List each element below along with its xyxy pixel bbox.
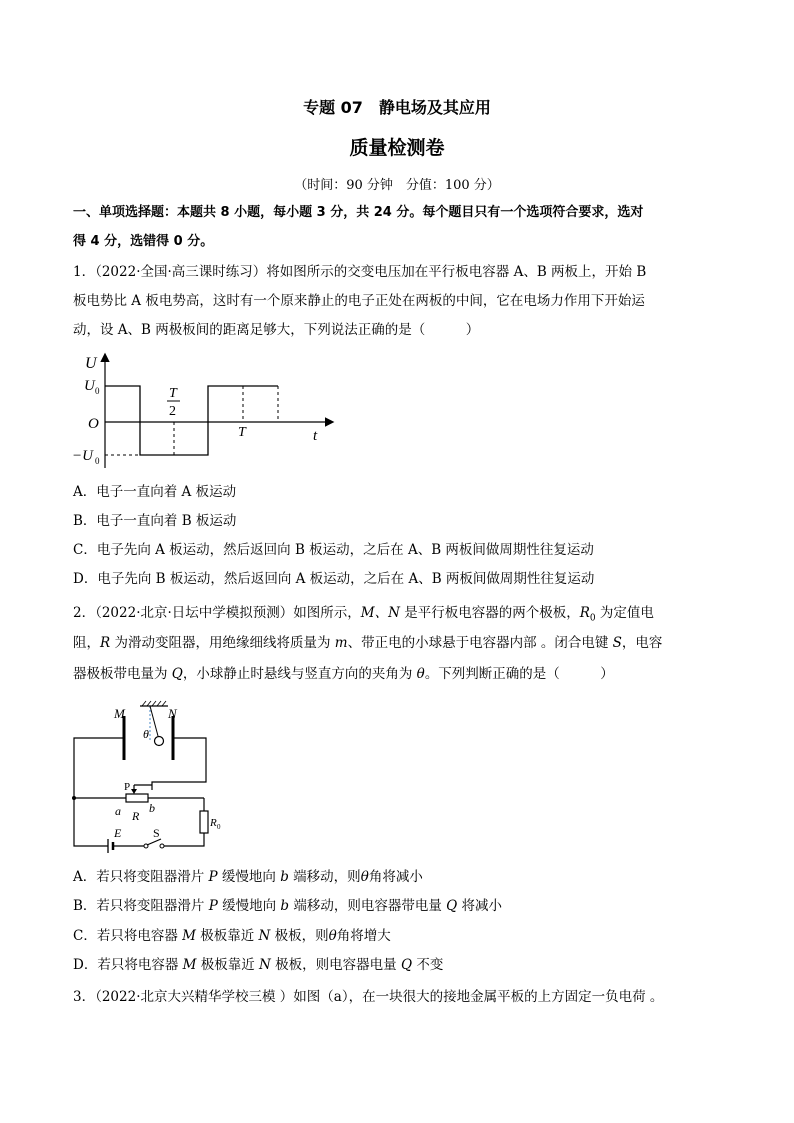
- label-b: b: [149, 801, 155, 815]
- label-p: P: [124, 781, 131, 793]
- q2-option-a[interactable]: A．若只将变阻器滑片 P 缓慢地向 b 端移动，则θ角将减小: [73, 869, 423, 885]
- slider-tip: [131, 789, 137, 794]
- square-wave: [105, 386, 278, 455]
- q2-option-b[interactable]: B．若只将变阻器滑片 P 缓慢地向 b 端移动，则电容器带电量 Q 将减小: [73, 898, 503, 914]
- label-r0: R: [210, 817, 217, 829]
- q3-stem-line1: 3．（2022·北京大兴精华学校三模 ）如图（a），在一块很大的接地金属平板的上方固定一负电荷 。: [73, 989, 664, 1005]
- q2-stem-line3: 器极板带电量为 Q，小球静止时悬线与竖直方向的夹角为 θ。下列判断正确的是（ ）: [73, 666, 614, 682]
- label-neg-u0: −U: [72, 448, 93, 464]
- q2-stem-line2: 阻，R 为滑动变阻器，用绝缘细线将质量为 m、带正电的小球悬于电容器内部 。闭合电键 S，电容: [73, 635, 663, 651]
- wire-bottom-right: [162, 833, 204, 846]
- paper-subtitle: 质量检测卷: [349, 137, 445, 159]
- half-period-denominator: 2: [169, 404, 176, 419]
- label-u0-sub: 0: [95, 386, 100, 396]
- ceiling-hatch: [142, 701, 166, 706]
- label-n: N: [168, 706, 177, 721]
- q1-stem-line1: 1．（2022·全国·高三课时练习）将如图所示的交变电压加在平行板电容器 A、B 两板上，开始 B: [73, 264, 647, 280]
- rheostat: [126, 794, 148, 802]
- section-heading: 一、单项选择题：本题共 8 小题，每小题 3 分，共 24 分。每个题目只有一个选项符合要求，选对: [73, 205, 644, 220]
- axis-label-t: t: [313, 428, 318, 444]
- switch-contact: [160, 844, 164, 848]
- q1-option-b[interactable]: B．电子一直向着 B 板运动: [73, 513, 237, 529]
- q2-stem-line1: 2．（2022·北京·日坛中学模拟预测）如图所示，M、N 是平行板电容器的两个极板，$R_0$ 为定值电: [73, 605, 654, 624]
- label-s: S: [153, 826, 160, 840]
- junction-dot: [72, 796, 76, 800]
- period-label: T: [238, 425, 246, 440]
- label-r0-sub: 0: [217, 823, 221, 831]
- q2-circuit-diagram: [68, 698, 228, 858]
- q1-option-d[interactable]: D．电子先向 B 板运动，然后返回向 A 板运动，之后在 A、B 两板间做周期性往复运动: [73, 571, 595, 587]
- q1-stem-line2: 板电势比 A 板电势高，这时有一个原来静止的电子正处在两板的中间，它在电场力作用下开始运: [73, 293, 645, 309]
- label-r: R: [132, 809, 140, 823]
- half-period-numerator: T: [169, 386, 177, 401]
- axis-label-u: U: [85, 355, 97, 372]
- charged-ball: [155, 737, 164, 746]
- q1-option-a[interactable]: A．电子一直向着 A 板运动: [73, 484, 237, 500]
- thread: [150, 706, 158, 736]
- label-neg-u0-sub: 0: [95, 456, 100, 466]
- exam-meta: （时间：90 分钟 分值：100 分）: [294, 178, 500, 193]
- topic-title: 专题 07 静电场及其应用: [303, 98, 491, 117]
- label-e: E: [114, 826, 122, 840]
- q1-stem-line3: 动，设 A、B 两极板间的距离足够大，下列说法正确的是（ ）: [73, 322, 480, 338]
- q1-option-c[interactable]: C．电子先向 A 板运动，然后返回向 B 板运动，之后在 A、B 两板间做周期性往复运动: [73, 542, 594, 558]
- resistor-r0: [200, 811, 208, 833]
- origin-label: O: [88, 416, 99, 432]
- q1-voltage-graph: [70, 350, 340, 475]
- section-heading-cont: 得 4 分，选错得 0 分。: [73, 234, 214, 249]
- q2-option-c[interactable]: C．若只将电容器 M 极板靠近 N 极板，则θ角将增大: [73, 928, 391, 944]
- q2-option-d[interactable]: D．若只将电容器 M 极板靠近 N 极板，则电容器电量 Q 不变: [73, 957, 444, 973]
- label-a: a: [115, 804, 121, 818]
- label-theta: θ: [143, 727, 149, 741]
- label-u0: U: [84, 378, 95, 394]
- label-m: M: [114, 706, 125, 721]
